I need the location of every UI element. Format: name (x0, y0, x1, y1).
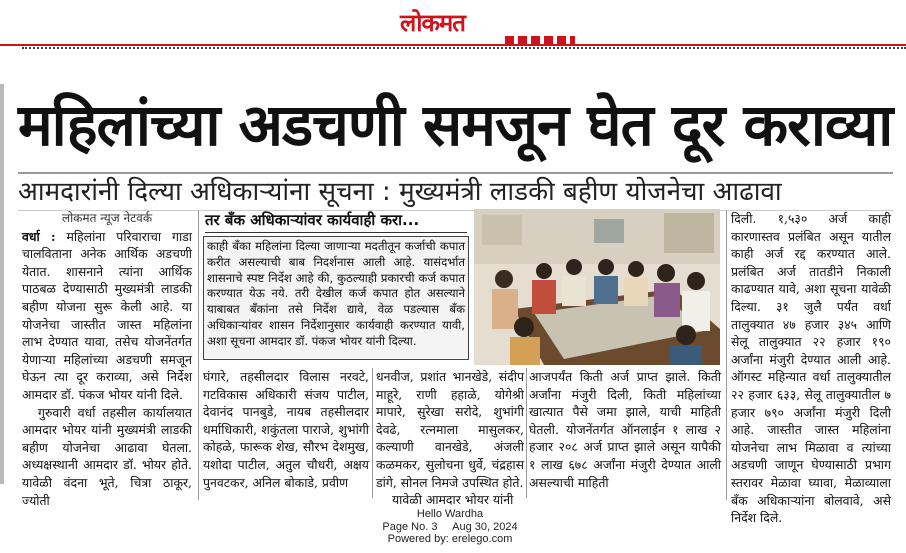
dateline: वर्धा : (22, 228, 56, 244)
masthead-ornament (505, 36, 575, 44)
column-divider (198, 210, 199, 500)
article-column-4: आजपर्यंत किती अर्ज प्राप्त झाले. किती अर्जांना मंजुरी दिली, किती महिलांच्या खात्यात पैसे जमा झाले, याची माहिती घेतली. योजनेंतर्गत ऑनलाईन १ लाख २ हजार २०८ अर्ज प्राप्त झाले असून यापैकी १ लाख ६७८ अर्जांना मंजुरी देण्यात आली असल्याची माहिती (529, 369, 721, 490)
edition-name: Hello Wardha (416, 508, 484, 520)
masthead-dotted-rule (22, 47, 906, 52)
article-column-2: घंगारे, तहसीलदार विलास नरवटे, गटविकास अधिकारी संजय पाटील, देवानंद पानबुडे, नायब तहसीलदार धर्माधिकारी, शकुंतला पाराजे, शुभांगी कोहळे, फारूक शेख, सौरभ देशमुख, यशोदा पाटील, अतुल चौधरी, अक्षय पुनवटकर, अनिल बोकाडे, प्रवीण (203, 369, 369, 490)
lokmat-logo: लोकमत (400, 9, 465, 37)
masthead (0, 0, 906, 52)
column-divider (526, 368, 527, 498)
column-divider (726, 210, 727, 500)
subheadline: आमदारांनी दिल्या अधिकाऱ्यांना सूचना : मुख्यमंत्री लाडकी बहीण योजनेचा आढावा (18, 172, 893, 211)
column-divider (372, 368, 373, 498)
page-edge (0, 84, 4, 484)
column-3-text: धनवीज, प्रशांत भानखेडे, संदीप माहूरे, राणी हहाळे, योगेश्री मापारे, सुरेखा सरोदे, शुभांगी देवढे, रत्नमाला मासुलकर, कल्याणी वानखेडे, अंजली कळमकर, सुलोचना धुर्वे, चंद्रहास डांगे, सोनल निमजे उपस्थित होते. (376, 369, 524, 490)
article-column-5: दिली. १,५३० अर्ज काही कारणास्तव प्रलंबित असून यातील काही अर्ज रद्द करण्यात आले. प्रलंबित अर्ज तातडीने निकाली काढण्यात यावे, अशा सूचना यावेळी दिल्या. ३१ जुलै पर्यंत वर्धा तालुक्यात ४७ हजार ३४५ आणि सेलू तालुक्यात २२ हजार १९० अर्जांना मंजुरी देण्यात आली आहे. ऑगस्ट महिन्यात वर्धा तालुक्यातील २२ हजार ६३३, सेलू तालुक्यातील ७ हजार ७९० अर्जांना मंजुरी दिली आहे. जास्तीत जास्त महिलांना योजनेचा लाभ मिळावा व त्यांच्या अडचणी जाणून घेण्यासाठी प्रभाग स्तरावर मेळावा घ्यावा, मेळाव्याला बँक अधिकाऱ्यांना बोलवावे, असे निर्देश दिले. (731, 211, 891, 526)
page-date: Page No. 3 Aug 30, 2024 (382, 520, 518, 533)
meeting-photo (474, 209, 720, 365)
byline: लोकमत न्यूज नेटवर्क (61, 211, 153, 225)
headline: महिलांच्या अडचणी समजून घेत दूर कराव्या (18, 91, 893, 159)
article-column-3 (376, 368, 524, 509)
column-1-paragraph-2: गुरुवारी वर्धा तहसील कार्यालयात आमदार भोयर यांनी मुख्यमंत्री लाडकी बहीण योजनेचा आढावा घेतला. अध्यक्षस्थानी आमदार डॉ. भोयर होते. यावेळी वंदना भूते, चित्रा ठाकूर, ज्योती (22, 404, 192, 508)
powered-by: Powered by: erelego.com (387, 533, 513, 545)
column-1-text: महिलांना परिवाराचा गाडा चालविताना अनेक आर्थिक अडचणी येतात. शासनाने त्यांना आर्थिक पाठबळ देण्यासाठी मुख्यमंत्री लाडकी बहीण योजना सुरू केली आहे. या योजनेचा जास्तीत जास्त महिलांना लाभ देण्यात यावा, तसेच योजनेंतर्गत येणाऱ्या महिलांच्या अडचणी समजून घेऊन त्या दूर कराव्या, असे निर्देश आमदार डॉ. पंकज भोयर यांनी दिले. (22, 228, 192, 402)
box-title: तर बँक अधिकाऱ्यांवर कार्यवाही करा... (205, 208, 467, 233)
column-3-paragraph-2: यावेळी आमदार भोयर यांनी (392, 492, 514, 508)
page-footer (370, 508, 530, 546)
article-column-1 (22, 210, 192, 509)
masthead-rule (0, 44, 906, 46)
box-text: काही बँका महिलांना दिल्या जाणाऱ्या मदतीतून कर्जाची कपात करीत असल्याची बाब निदर्शनास आली आहे. यासंदर्भात शासनाचे स्पष्ट निर्देश आहे की, कुठल्याही प्रकारची कर्ज कपात करण्यात येऊ नये. तरी देखील कर्ज कपात होत असल्याने याबाबत बँकांना तसे निर्देश द्यावे, वेळ पडल्यास बँक अधिकाऱ्यांवर शासन निर्देशानुसार कार्यवाही करण्यात यावी, अशा सूचना आमदार डॉ. पंकज भोयर यांनी दिल्या. (203, 236, 469, 360)
